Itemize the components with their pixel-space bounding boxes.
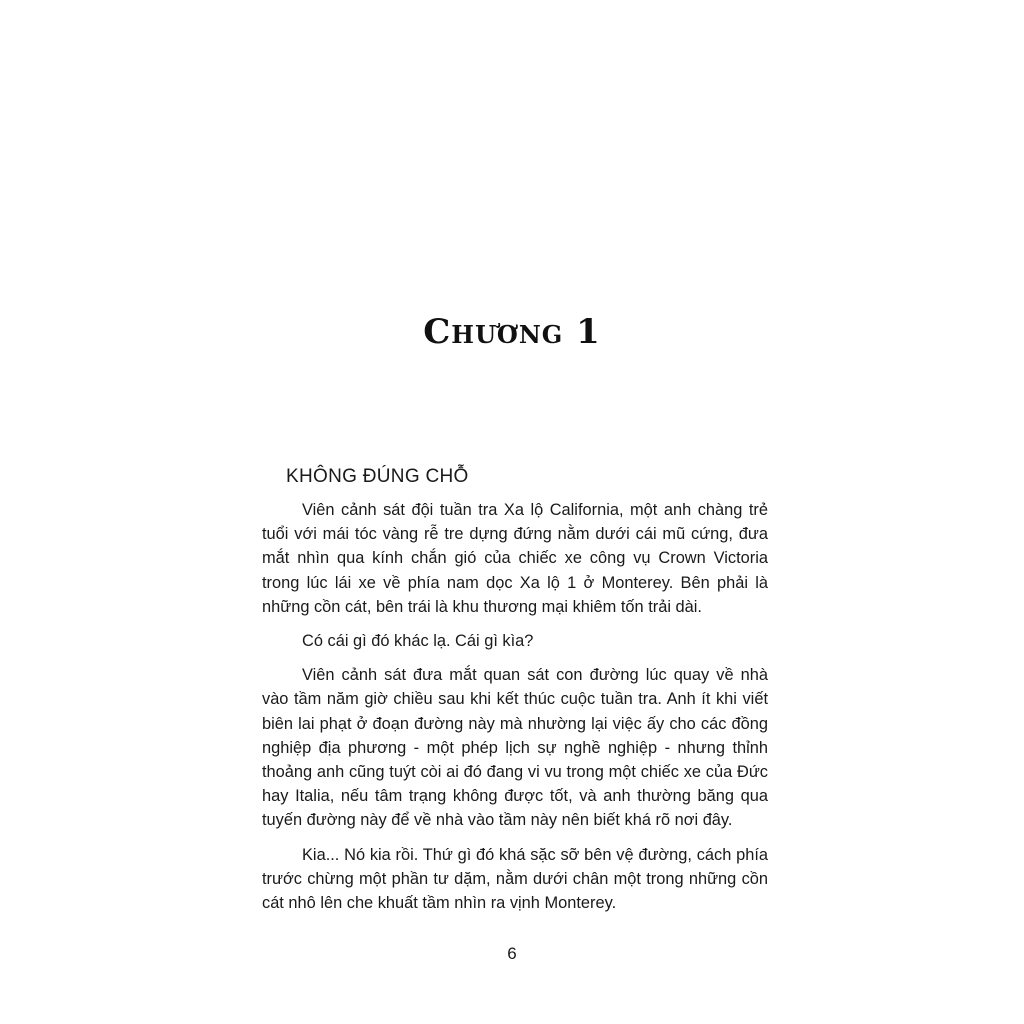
- chapter-title: Chương 1: [423, 312, 601, 352]
- body-text: [262, 498, 768, 925]
- page-number: 6: [507, 944, 517, 963]
- section-heading: KHÔNG ĐÚNG CHỖ: [286, 466, 469, 487]
- paragraph-3: Viên cảnh sát đưa mắt quan sát con đường lúc quay về nhà vào tầm năm giờ chiều sau khi kết thúc cuộc tuần tra. Anh ít khi viết biên lai phạt ở đoạn đường này mà nhường lại việc ấy cho các đồng nghiệp địa phương - một phép lịch sự nghề nghiệp - nhưng thỉnh thoảng anh cũng tuýt còi ai đó đang vi vu trong một chiếc xe của Đức hay Italia, nếu tâm trạng không được tốt, và anh thường băng qua tuyến đường này để về nhà vào tầm này nên biết khá rõ nơi đây.: [262, 666, 768, 830]
- paragraph-1: Viên cảnh sát đội tuần tra Xa lộ California, một anh chàng trẻ tuổi với mái tóc vàng rễ tre dựng đứng nằm dưới cái mũ cứng, đưa mắt nhìn qua kính chắn gió của chiếc xe công vụ Crown Victoria trong lúc lái xe về phía nam dọc Xa lộ 1 ở Monterey. Bên phải là những cồn cát, bên trái là khu thương mại khiêm tốn trải dài.: [262, 501, 768, 616]
- paragraph-4: Kia... Nó kia rồi. Thứ gì đó khá sặc sỡ bên vệ đường, cách phía trước chừng một phần tư dặm, nằm dưới chân một trong những cồn cát nhô lên che khuất tầm nhìn ra vịnh Monterey.: [262, 845, 768, 913]
- paragraph-2: Có cái gì đó khác lạ. Cái gì kìa?: [302, 632, 534, 651]
